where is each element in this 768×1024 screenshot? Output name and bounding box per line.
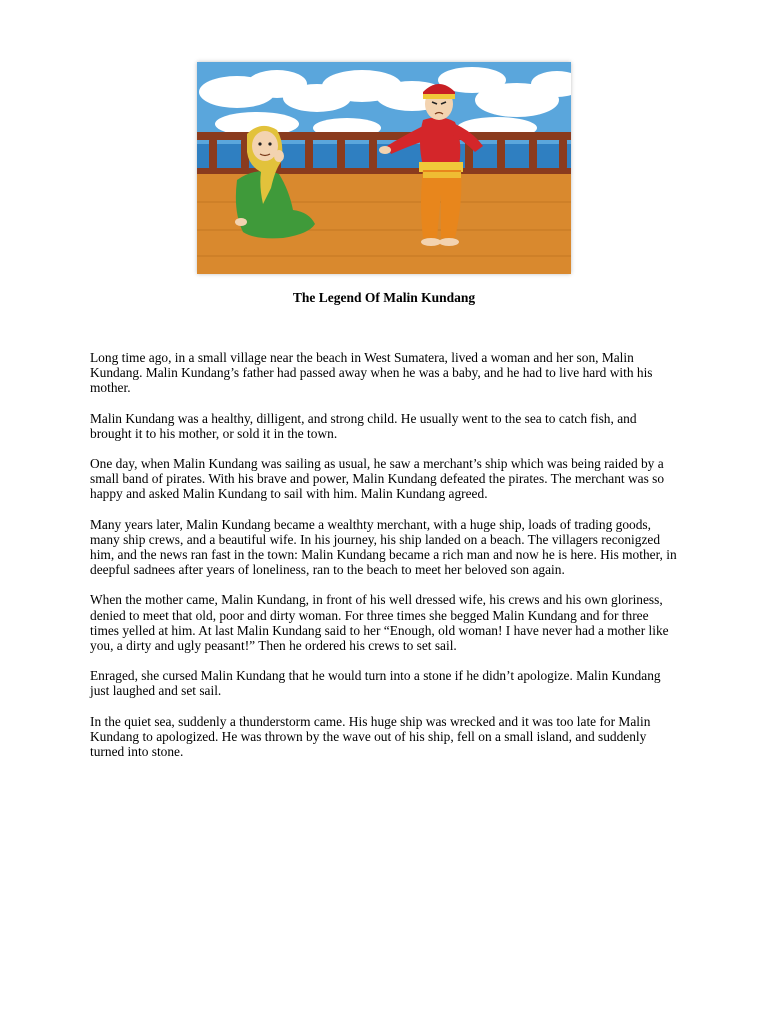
story-body bbox=[90, 350, 680, 774]
paragraph-3: One day, when Malin Kundang was sailing as usual, he saw a merchant’s ship which was being raided by a small band of pirates. With his brave and power, Malin Kundang defeated the pirates. The merchant was so happy and asked Malin Kundang to sail with him. Malin Kundang agreed. bbox=[90, 456, 665, 502]
paragraph-2: Malin Kundang was a healthy, dilligent, and strong child. He usually went to the sea to catch fish, and brought it to his mother, or sold it in the town. bbox=[90, 410, 637, 441]
document-title: The Legend Of Malin Kundang bbox=[292, 290, 476, 305]
paragraph-5: When the mother came, Malin Kundang, in front of his well dressed wife, his crews and his own gloriness, denied to meet that old, poor and dirty woman. For three times she begged Malin Kundang and for three times yelled at him. At last Malin Kundang said to her “Enough, old woman! I have never had a mother like you, a dirty and ugly peasant!” Then he ordered his crews to set sail. bbox=[90, 592, 669, 654]
paragraph-7: In the quiet sea, suddenly a thunderstorm came. His huge ship was wrecked and it was too late for Malin Kundang to apologized. He was thrown by the wave out of his ship, fell on a small island, and suddenly turned into stone. bbox=[90, 713, 651, 760]
story-illustration bbox=[197, 62, 571, 274]
illustration-canvas bbox=[197, 62, 571, 274]
paragraph-6: Enraged, she cursed Malin Kundang that he would turn into a stone if he didn’t apologize. Malin Kundang just laughed and set sail. bbox=[90, 668, 661, 699]
paragraph-4: Many years later, Malin Kundang became a wealthty merchant, with a huge ship, loads of trading goods, many ship crews, and a beautiful wife. In his journey, his ship landed on a beach. The villagers reconigzed him, and the news ran fast in the town: Malin Kundang became a rich man and now he is here. His mother, in deepful sadnees after years of loneliness, ran to the beach to meet her beloved son again. bbox=[90, 516, 677, 578]
paragraph-1: Long time ago, in a small village near the beach in West Sumatera, lived a woman and her son, Malin Kundang. Malin Kundang’s father had passed away when he was a baby, and he had to live hard with his mother. bbox=[90, 350, 653, 396]
